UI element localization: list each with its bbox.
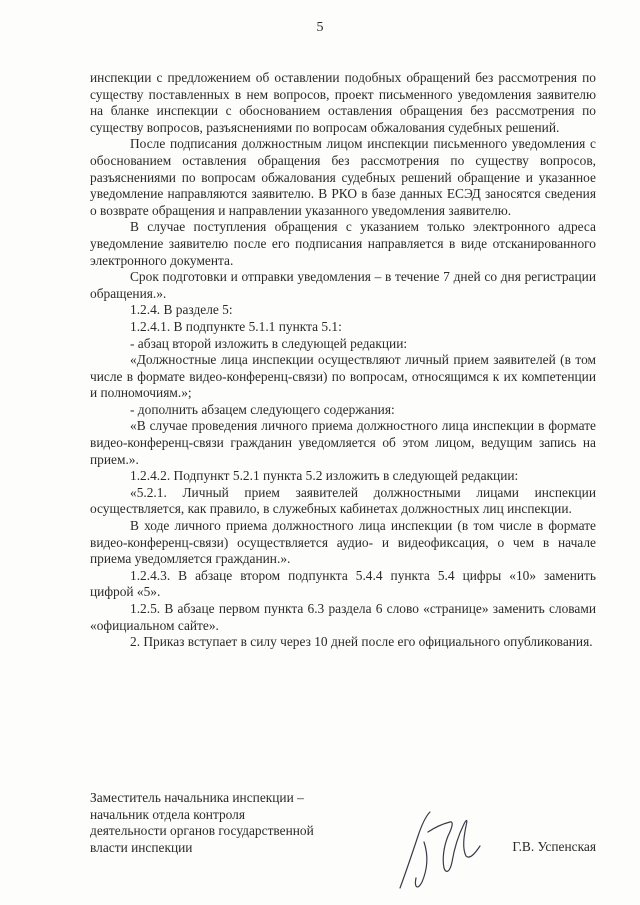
signatory-title-line: Заместитель начальника инспекции – xyxy=(90,790,304,805)
paragraph-2: После подписания должностным лицом инспекции письменного уведомления с обоснованием оставления обращения без рассмотрения по существу вопросов, разъяснениями по вопросам обжалования судебных решений обращение и указанное уведомление направляются заявителю. В РКО в базе данных ЕСЭД заносятся сведения о возврате обращения и направлении указанного уведомления заявителю. xyxy=(90,136,596,218)
page-number: 5 xyxy=(316,20,324,35)
signature-stroke xyxy=(400,812,480,888)
paragraph-12: «5.2.1. Личный прием заявителей должностными лицами инспекции осуществляется, как правило, в служебных кабинетах должностных лиц инспекции. xyxy=(90,484,596,517)
paragraph-9: - дополнить абзацем следующего содержания: xyxy=(130,401,395,417)
signature-block xyxy=(90,790,596,890)
paragraph-16: 2. Приказ вступает в силу через 10 дней после его официального опубликования. xyxy=(130,634,593,650)
paragraph-15: 1.2.5. В абзаце первом пункта 6.3 раздела 6 слово «странице» заменить словами «официальном сайте». xyxy=(90,601,596,633)
paragraph-13: В ходе личного приема должностного лица инспекции (в том числе в формате видео-конференц-связи) осуществляется аудио- и видеофиксация, о чем в начале приема уведомляется гражданин.». xyxy=(90,518,596,567)
signatory-title xyxy=(90,790,380,856)
paragraph-11: 1.2.4.2. Подпункт 5.2.1 пункта 5.2 изложить в следующей редакции: xyxy=(130,468,519,484)
paragraph-6: 1.2.4.1. В подпункте 5.1.1 пункта 5.1: xyxy=(130,318,342,334)
signatory-title-line: деятельности органов государственной xyxy=(90,823,314,839)
paragraph-8: «Должностные лица инспекции осуществляют личный прием заявителей (в том числе в формате видео-конференц-связи) по вопросам, относящимся к их компетенции и полномочиям.»; xyxy=(90,352,596,401)
paragraph-10: «В случае проведения личного приема должностного лица инспекции в формате видео-конференц-связи гражданин уведомляется об этом лицом, ведущим запись на прием.». xyxy=(90,418,596,467)
document-body xyxy=(90,70,596,651)
handwritten-signature xyxy=(388,802,488,892)
paragraph-7: - абзац второй изложить в следующей редакции: xyxy=(130,335,408,351)
paragraph-5: 1.2.4. В разделе 5: xyxy=(130,302,233,318)
paragraph-1: инспекции с предложением об оставлении подобных обращений без рассмотрения по существу поставленных в нем вопросов, проект письменного уведомления заявителю на бланке инспекции с обоснованием оставления обращения без рассмотрения по существу вопросов, разъяснениями по вопросам обжалования судебных решений. xyxy=(90,70,596,135)
signatory-name: Г.В. Успенская xyxy=(512,839,596,854)
paragraph-3: В случае поступления обращения с указанием только электронного адреса уведомление заявителю после его подписания направляется в виде отсканированного электронного документа. xyxy=(90,219,596,268)
paragraph-4: Срок подготовки и отправки уведомления – в течение 7 дней со дня регистрации обращения.». xyxy=(90,269,596,301)
signatory-title-line: власти инспекции xyxy=(90,839,193,855)
signatory-title-line: начальник отдела контроля xyxy=(90,806,246,822)
paragraph-14: 1.2.4.3. В абзаце втором подпункта 5.4.4 пункта 5.4 цифры «10» заменить цифрой «5». xyxy=(90,567,596,600)
